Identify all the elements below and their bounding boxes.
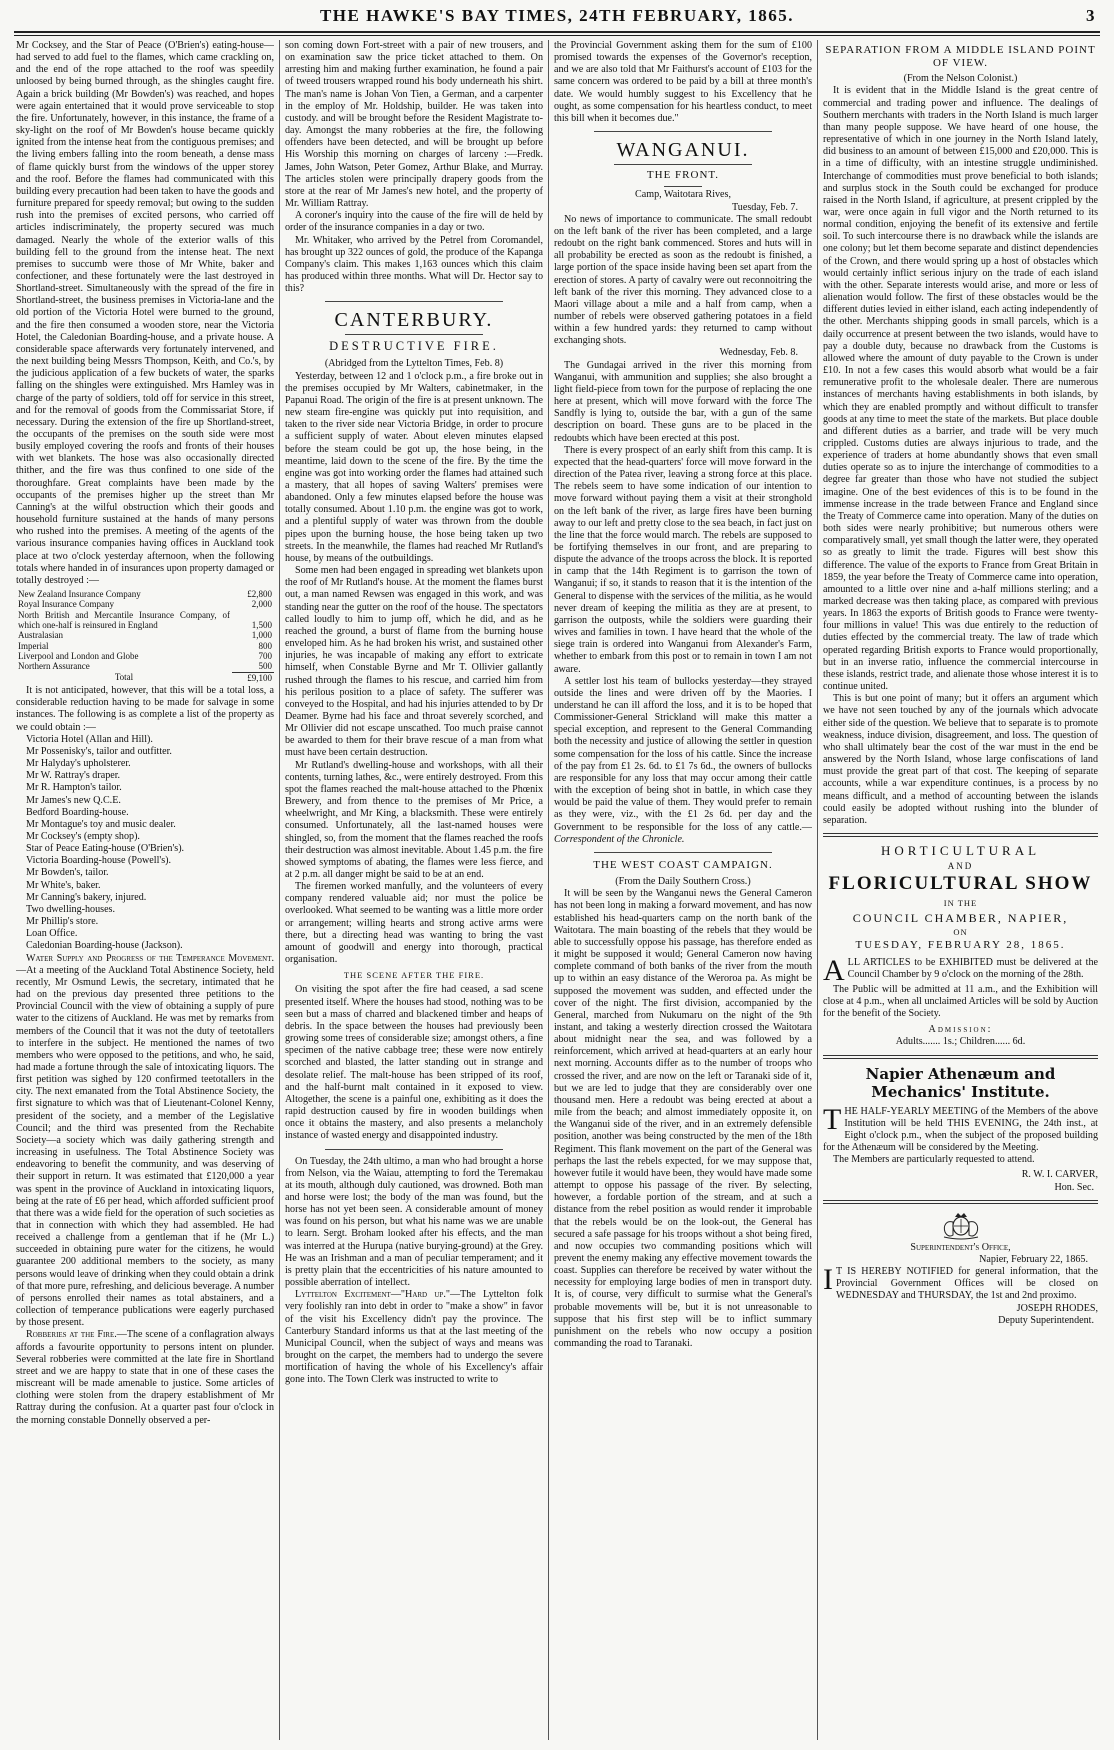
article-paragraph: It will be seen by the Wanganui news the General Cameron has not been long in making a forward movement, and has now established his head-quarters camp on the north bank of the Waitotara. The main boasting of the rebels that they would be able to successfully oppose his passage, has therefore ended as it might be supposed it would; General Cameron now having complete command of both banks of the river from the mouth up to within an easy distance of the Weroroa pa. As might be supposed the movement was sudden, and effected under the cover of the night. The first division, accompanied by the General, marched from Nukumaru on the night of the 9th instant, and taking a westerly direction crossed the Waitotara about midnight near the sea, and was followed by a reinforcement, which arrived at head-quarters at an early hour next morning. Accounts differ as to the number of troops who crossed the river, and are now on the left or Taranaki side of it, but we are led to judge that they are considerably over one thousand men. Here a redoubt was being erected at about a mile from the beach; and almost immediately opposite it, on the Wanganui side of the river, and in an extremely defensible position, another was being constructed by the men of the 18th Regiment. This flank movement on the part of the General was perhaps the last the rebels expected, for we may suppose that, however futile it would have been, they would have made some attempt to oppose his passage of the river. By selecting, however, a fordable portion of the stream, and at such a distance from the rebel position as would render it improbable that the rebels would be on the look-out, the General has secured a safe passage for his troops without a shot being fired, and now occupies two commanding positions which will prevent the enemy making any effective movement towards the coast. Supplies can therefore be received by water without the necessity for employing large bodies of men in transport duty. It is, of course, very difficult to surmise what the General's probable movements will be, but it is not unreasonable to suppose that his first step will be to inflict summary punishment on the rebels who now occupy a position commanding the road to Taranaki. — [554, 888, 812, 1350]
advert-date: TUESDAY, FEBRUARY 28, 1865. — [855, 939, 1066, 952]
advert-body: ALL ARTICLES to be EXHIBITED must be delivered at the Council Chamber by 9 o'clock on the morning of the 28th. — [823, 953, 1098, 987]
advert-venue: COUNCIL CHAMBER, NAPIER, — [852, 910, 1069, 925]
list-item: Loan Office. — [26, 928, 78, 940]
drop-cap: T — [823, 1102, 842, 1136]
divider — [345, 334, 483, 335]
list-item: Mr R. Hampton's tailor. — [26, 782, 122, 794]
property-list — [16, 734, 274, 953]
advert-date: Napier, February 22, 1865. — [979, 1253, 1088, 1265]
article-paragraph: It is not anticipated, however, that this will be a total loss, a considerable reduction having to be made for salvage in some instances. The following is as complete a list of the property as we could obtain :— — [16, 685, 274, 733]
divider — [614, 164, 752, 165]
column-1 — [16, 40, 274, 1740]
divider — [594, 131, 772, 132]
article-source: (From the Daily Southern Cross.) — [615, 876, 751, 888]
page-header-title: THE HAWKE'S BAY TIMES, 24TH FEBRUARY, 1865. — [319, 6, 795, 25]
article-heading: THE WEST COAST CAMPAIGN. — [593, 858, 773, 871]
table-row: Northern Assurance 500 — [18, 661, 272, 672]
column-2 — [285, 40, 543, 1740]
list-item: Mr Halyday's upholsterer. — [26, 758, 131, 770]
article-heading: SEPARATION FROM A MIDDLE ISLAND POINT OF VIEW. — [825, 44, 1096, 69]
admission-prices: Adults....... 1s.; Children...... 6d. — [895, 1036, 1026, 1048]
list-item: Star of Peace Eating-house (O'Brien's). — [26, 843, 185, 855]
article-paragraph: The firemen worked manfully, and the volunteers of every company rendered valuable aid; nor must the police be overlooked. What seemed to be wanting was a little more order or arrangement; willing hearts and strong active arms were there, but a directing head was wanting to bring the vast amount of goodwill and energy into thorough, practical organisation. — [285, 881, 543, 966]
drop-cap: A — [823, 953, 845, 987]
column-divider — [817, 40, 818, 1740]
advert-title: FLORICULTURAL SHOW — [828, 873, 1093, 895]
table-total-row: Total £9,100 — [114, 672, 272, 683]
advert-body: The Members are particularly requested to attend. — [833, 1154, 1035, 1166]
article-paragraph: Mr. Whitaker, who arrived by the Petrel from Coromandel, has brought up 322 ounces of gold, the produce of the Kapanga Company's claim. This makes 1,163 ounces which this claim has produced within three months. What will Dr. Hector say to this? — [285, 234, 543, 295]
column-divider — [548, 40, 549, 1740]
divider — [325, 1149, 503, 1150]
table-row: Royal Insurance Company 2,000 — [18, 599, 272, 610]
page-number: 3 — [1086, 6, 1096, 25]
list-item: Mr Possenisky's, tailor and outfitter. — [26, 745, 172, 757]
table-row: Imperial 800 — [18, 640, 272, 651]
list-item: Mr James's new Q.C.E. — [26, 794, 121, 806]
list-item: Mr W. Rattray's draper. — [26, 770, 121, 782]
article-paragraph: There is every prospect of an early shift from this camp. It is expected that the head-quarters' force will move forward in the direction of the Patea river, leaving a strong force at this place. The rebels seem to have some indication of our intention to move forward without paying them a visit at their stronghold on the left bank of the river, as large fires have been burning away to our left and pretty close to the sea beach, in fact just on the line that the force would march. The rebels are supposed to be fortifying themselves in our front, and are preparing to dispute the advance of the troops across the block. It is reported in camp that the 14th Regiment is to garrison the town of Wanganui; if so, it stands to reason that it is the intention of the General to dispense with the services of the militia, as he would never dream of keeping the militia as they are at present, to garrison the outposts, while the soldiers were guarding their wives and families in town. I have heard that the whole of the siege train is ordered into Wanganui from Alexander's Farm, whether to embark from this post or to remain in town I am not aware. — [554, 444, 812, 675]
advertisement-notice — [823, 1210, 1098, 1327]
article-paragraph: Mr Rutland's dwelling-house and workshops, with all their contents, turning lathes, &c., were entirely destroyed. From this spot the flames reached the malt-house attached to the Phœnix Brewery, and from thence to the premises of Mr Price, a wheelwright, and Mr King, a blacksmith. These were entirely consumed. Unfortunately, all the last-named houses were shingled, so, from the moment that the flames reached the roofs their destruction was almost inevitable. About 1.45 p.m. the fire showed symptoms of abating, the flames were less fierce, and at 2 p.m. all danger might be said to be at an end. — [285, 759, 543, 880]
column-4 — [823, 40, 1098, 1740]
column-3 — [554, 40, 812, 1740]
article-paragraph: the Provincial Government asking them for the sum of £100 promised towards the expenses of the Governor's reception, and we are also told that Mr Faithurst's account of £103 for the same concern was ordered to be paid by a bill at three month's date. We would humbly suggest to his Excellency that he ought, as some compensation for his heartless conduct, to meet this bill when it becomes due." — [554, 40, 812, 124]
advert-text: ON — [953, 927, 968, 938]
list-item: Caledonian Boarding-house (Jackson). — [26, 940, 183, 952]
paragraph-lead: Robberies at the Fire. — [26, 1329, 117, 1341]
article-paragraph: Mr Cocksey, and the Star of Peace (O'Brien's) eating-house—had served to add fuel to the flames, which came crackling on, and the end of the rope attached to the roof was speedily unloosed by being burned through, as the shingles caught fire. Again a brick building (Mr Bowden's) was reached, and hopes were again entertained that it would prove serviceable to stop the fire. Unfortunately, however, in this instance, the frame of a sky-light on the roof of Mr Bowden's house became quickly ignited from the intense heat from the contiguous premises; and the living embers falling into the room beneath, a dense mass of flame quickly burst from the windows of the upper storey and the roof. Before the flames had communicated with this building every precaution had been taken to have the goods and furniture prepared for speedy removal; but owing to the sudden rush into the premises of excited persons, who carried off articles indiscriminately, the property secured was much damaged. Nearly the whole of the exterior walls of this building fell to the ground from the intense heat. The next premises to succumb were those of Mr White, baker and confectioner, and these fortunately were the last destroyed in Shortland-street. Simultaneously with the spread of the fire in Shortland-street, the business premises in Victoria-lane and the old portion of the Victoria Hotel were burned to the ground, and the fire then consumed a wooden store, near the Victoria Hotel, the Caledonian Boarding-house, and a private house. A considerable space afterwards very fortunately intervened, and the next building being Messrs Thompson, Keith, and Co.'s, by the judicious application of a few buckets of water, the sparks falling on the shingles were extinguished. Mrs Hamley was in charge of the party of soldiers, told off for service in this street, and for the removal of goods from the Commissariat Store, if necessary. During the extension of the fire up Shortland-street, the occupants of the premises on the south side were most busily employed covering the roofs and fronts of their houses with wet blankets. The hose was also occasionally directed thither, and the fire was thus confined to one side of the thoroughfare. Great complaints have been made by the occupants of the premises higher up the street than Mr Canning's at the wilful obstruction which their goods and household furniture sustained at the hands of many persons who rushed into the premises. A meeting of the agents of the various insurance companies having offices in Auckland took place at two o'clock yesterday afternoon, when the following totals where handed in of insurances upon property damaged or totally destroyed :— — [16, 40, 274, 586]
dateline: Wednesday, Feb. 8. — [719, 347, 798, 359]
article-paragraph: son coming down Fort-street with a pair of new trousers, and on examination saw the price ticket attached to them. On arresting him and making further examination, he found a pair of tweed trousers wrapped round his body underneath his shirt. The man's name is Johan Von Tien, a German, and a carpenter in the employ of Mr. Holdship, builder. He was taken into custody. and will be brought before the Resident Magistrate to-day. Amongst the many robberies at the fire, the following offenders have been detected, and will be brought up before His Worship this morning on charges of larceny :—Fredk. James, John Watson, Peter Gomez, Arthur Blake, and Murray. The articles stolen were principally drapery goods from the store at the rear of Mr James's new hotel, and the property of Mr. William Rattray. — [285, 40, 543, 210]
list-item: Mr Bowden's, tailor. — [26, 867, 109, 879]
article-paragraph: On visiting the spot after the fire had ceased, a sad scene presented itself. Where the houses had stood, nothing was to be seen but a mass of charred and blackened timber and heaps of debris. In the space between the houses had previously been growing some trees of considerable size; amongst others, a fine specimen of the native cabbage tree; these were now entirely scorched and blasted, the latter standing out in strange and desolate relief. The malt-house has been stripped of its roof, and the half-burnt malt contained in it exposed to view. Altogether, the scene is a painful one, exhibiting as it does the rapid destruction caused by fire in wooden buildings when once it obtains the mastery, and also presents a melancholy instance of wasted energy and disappointed industry. — [285, 984, 543, 1142]
divider — [664, 186, 702, 187]
article-paragraph: A coroner's inquiry into the cause of the fire will de held by order of the insurance companies in a day or two. — [285, 210, 543, 234]
royal-crest-icon — [938, 1210, 984, 1240]
column-divider — [279, 40, 280, 1740]
advert-body: The Public will be admitted at 11 a.m., and the Exhibition will close at 4 p.m., when all unclaimed Articles will be sold by Auction for the benefit of the Society. — [823, 983, 1098, 1020]
advert-text: AND — [947, 860, 974, 871]
article-paragraph: Yesterday, between 12 and 1 o'clock p.m., a fire broke out in the premises occupied by Mr Walters, cabinetmaker, in the Papanui Road. The origin of the fire is at present unknown. The new steam fire-engine was quickly put into requisition, and taken to the river side near Victoria Bridge, in order to procure a sufficient supply of water. About eleven minutes elapsed before the steam could be got up, the hose being, in the meantime, laid down to the scene of the fire. By the time the engine was got into working order the flames had attained such a mastery, that all hopes of saving Walters' premises were abandoned. Only a few minutes elapsed before the house was totally consumed. About 1.10 p.m. the engine was got to work, and a plentiful supply of water was thrown from the double pipes upon the burning house, the hose being taken up two streets. In the meanwhile, the flames had reached Mr Rutland's house, by means of the outbuildings. — [285, 370, 543, 564]
subheading: THE SCENE AFTER THE FIRE. — [343, 970, 485, 981]
list-item: Mr Phillip's store. — [26, 916, 99, 928]
article-paragraph: On Tuesday, the 24th ultimo, a man who had brought a horse from Nelson, via the Waiau, attempting to ford the Teremakau at its mouth, although duly cautioned, was drowned. Both man and horse were lost; the body of the man was found, but the horse has not yet been seen. A considerable amount of money was found on his person, but what his name was we are unable to learn. Sergt. Broham looked after his effects, and the man was interred at the Hurupa (native burying-ground) at the Grey. He was an Irishman and a man of peculiar temperament; and it is pretty plain that the eccentricities of his nature amounted to possible aberration of intellect. — [285, 1155, 543, 1289]
article-source: (From the Nelson Colonist.) — [903, 73, 1018, 85]
article-paragraph: Water Supply and Progress of the Temperance Movement.—At a meeting of the Auckland Total Abstinence Society, held recently, Mr Osmund Lewis, the secretary, intimated that he had on the previous day presented three petitions to the Provincial Council with the view of obtaining a supply of pure water to the citizens of Auckland. He was met by remarks from members of the Council that it was not the duty of teetotallers to interfere in the subject. He mentioned the names of two members who were opposed to the petitions, and who, he said, had made a fortune through the sale of intoxicating liquors. The first petition was sighed by 120 confirmed teetotallers in the city. The next emanated from the Total Abstinence Society, the first signature to which was that of Lieutenant-Colonel Kenny, president of the society, and a member of the Legislative Council; and the third was presented from the Rechabite Society—a society which was daily gathering strength and increasing in usefulness. The Total Abstinence Society was endeavoring to benefit the community, and was deserving of their support in return. It was estimated that £120,000 a year was spent in the province of Auckland in intoxicating liquors, being at the rate of £6 per head, which afforded sufficient proof that there was a wide field for the operation of such societies as that in connection with which they had assembled. He had received a challenge from a gentleman that if he (Mr L.) succeeded in obtaining pure water for the citizens, he would guarantee 200 additional members to the society, as many persons would leave of drinking when they could obtain a drink of that more pure, refreshing, and delicious beverage. A number of persons enrolled their names as total abstainers, and a collection of temperance publications were eagerly purchased by those present. — [16, 952, 274, 1329]
list-item: Victoria Boarding-house (Powell's). — [26, 855, 172, 867]
article-source: (Abridged from the Lyttelton Times, Feb. 8) — [324, 358, 504, 370]
dateline: Camp, Waitotara Rives, — [635, 189, 731, 201]
list-item: Two dwelling-houses. — [26, 903, 116, 915]
paragraph-lead: Lyttelton Excitement—"Hard up." — [295, 1289, 450, 1301]
list-item: Victoria Hotel (Allan and Hill). — [26, 733, 153, 745]
insurance-table — [16, 589, 274, 683]
advert-body: THE HALF-YEARLY MEETING of the Members of the above Institution will be held THIS EVENING, the 24th inst., at Eight o'clock p.m., when the subject of the proposed building for the Athenæum will be considered by the Meeting. — [823, 1102, 1098, 1154]
article-paragraph: The Gundagai arrived in the river this morning from Wanganui, with ammunition and supplies; she also brought a light field-piece from town for the purpose of replacing the one here at present, which will move forward with the force The Sandfly is lying to, outside the bar, with a gun of the same description on board. These guns are to be placed in the redoubts which have been erected at this post. — [554, 359, 812, 444]
divider — [594, 852, 772, 853]
table-row: Australasian 1,000 — [18, 630, 272, 641]
list-item: Bedford Boarding-house. — [26, 806, 129, 818]
article-paragraph: No news of importance to communicate. The small redoubt on the left bank of the river has been completed, and a large redoubt on the right bank commenced. Stores and huts will in all probability be erected as soon as the redoubt is finished, a large portion of the space inside having been set apart from the erection of stores. A party of cavalry were out reconnoitring the left bank of the river this morning. They advanced close to a Maori village about a mile and a half from camp, when a number of rebels were observed gathering potatoes in a field within a few hundred yards: they returned to camp without exchanging shots. — [554, 213, 812, 347]
list-item: Mr White's, baker. — [26, 879, 101, 891]
advert-rule — [823, 1200, 1098, 1204]
advertisement-horticultural-show — [823, 843, 1098, 1049]
article-paragraph: A settler lost his team of bullocks yesterday—they strayed outside the lines and were driven off by the Maories. I understand he can ill afford the loss, and it is to be hoped that Commissioner-General Strickland will make this matter a special exception, and represent to the General Commanding both the necessity and justice of allowing the settler in question some compensation for the loss of his cattle. Since the increase of the pay from £1 2s. 6d. to £1 7s 6d., the owners of bullocks are responsible for any loss that may occur among their cattle with the exception of being shot in battle, in which case they would be paid the value of them. They would prefer to remain as they were, viz., with the £1 2s 6d. per day and the Government to be responsible for the loss of any cattle.—Correspondent of the Chronicle. — [554, 675, 812, 845]
advert-body: I T IS HEREBY NOTIFIED for general information, that the Provincial Government Offices will be closed on WEDNESDAY and THURSDAY, the 1st and 2nd proximo. — [823, 1263, 1098, 1302]
section-heading-canterbury: CANTERBURY. — [334, 309, 494, 332]
advert-signer-title: Hon. Sec. — [1054, 1181, 1094, 1193]
table-row: New Zealand Insurance Company £2,800 — [18, 589, 272, 600]
drop-cap: I — [823, 1263, 833, 1297]
table-row: Liverpool and London and Globe 700 — [18, 651, 272, 662]
article-paragraph: This is but one point of many; but it offers an argument which we have not seen touched by any of the journals which advocate either side of the question. We believe that to separate is to promote weakness, induce division, disagreement, and loss. The question of who shall ultimately bear the cost of the war must in the end be answered by the North Island, whose large confiscations of land must provide the great part of that cost. The keeping of separate accounts, while a war expenditure continues, is a process by no means difficult, and a method of accounting between the islands could easily be adopted without rushing into the blunder of separation. — [823, 693, 1098, 826]
advert-signer-title: Deputy Superintendent. — [998, 1314, 1094, 1326]
advert-text: IN THE — [943, 898, 978, 909]
list-item: Mr Cocksey's (empty shop). — [26, 831, 140, 842]
article-credit: Correspondent of the Chronicle. — [554, 833, 685, 845]
divider — [325, 301, 503, 302]
advert-rule — [823, 833, 1098, 837]
header-rule — [14, 31, 1100, 36]
advertisement-athenaeum — [823, 1065, 1098, 1194]
admission-label: Admission: — [928, 1024, 993, 1036]
advert-signer: JOSEPH RHODES, — [1016, 1302, 1098, 1314]
advert-office: Superintendent's Office, — [910, 1241, 1011, 1253]
article-paragraph: Robberies at the Fire.—The scene of a conflagration always affords a favourite opportunity to persons intent on plunder. Several robberies were committed at the late fire in Shortland street and we are happy to state that in one of these cases the miscreant will be made amenable to justice. Some articles of clothing were stolen from the drapery establishment of Mr Rattray during the confusion. At a quarter past four o'clock in the morning constable Donnelly observed a per- — [16, 1329, 274, 1426]
paragraph-lead: Water Supply and Progress of the Temperance Movement. — [26, 952, 274, 964]
article-heading: DESTRUCTIVE FIRE. — [329, 339, 499, 354]
table-row: North British and Mercantile Insurance Company, of which one-half is reinsured in England 1,500 — [18, 609, 272, 631]
advert-rule — [823, 1055, 1098, 1059]
section-heading-wanganui: WANGANUI. — [616, 139, 750, 162]
advert-title: Napier Athenæum and Mechanics' Institute. — [865, 1064, 1056, 1101]
article-paragraph: Lyttelton Excitement—"Hard up."—The Lyttelton folk very foolishly ran into debt in order to "make a show" in favor of the visit his Excellency didn't pay the province. The Canterbury Standard informs us that at the last meeting of the Municipal Council, when the subject of ways and means was brought on the carpet, the members had to undergo the severe mortification of having the whole of his Excellency's affair gone into. The Town Clerk was instructed to write to — [285, 1289, 543, 1386]
dateline: Tuesday, Feb. 7. — [732, 201, 798, 213]
masthead — [14, 6, 1100, 28]
article-heading: THE FRONT. — [646, 169, 720, 182]
advert-title: HORTICULTURAL — [880, 842, 1041, 858]
article-paragraph: Some men had been engaged in spreading wet blankets upon the roof of Mr Rutland's house. At the moment the flames burst out, a man named Rewsen was engaged in this work, and was standing near the gutter on the roof of the house. The spectators called loudly to him to jump off, which he did, and as he reached the ground, a burst of flame from the burning house enveloped him. As he had broken his wrist, and sustained other injuries, he was incapable of making any effort to extricate himself, when Constable Byrne and Mr T. Ollivier gallantly rushed through the flames to his rescue, and carried him from his perilous position to a place of safety. The sufferer was conveyed to the Hospital, and had his injuries attended to by Dr Deamer. Byrne had his face and throat severely scorched, and Mr Ollivier did not escape unscathed. Too much praise cannot be awarded to them for their brave rescue of a man from what must have been certain destruction. — [285, 565, 543, 759]
list-item: Mr Canning's bakery, injured. — [26, 891, 147, 903]
article-paragraph: It is evident that in the Middle Island is the great centre of commercial and trading power and influence. The dealings of Southern merchants with traders in the North Island is much larger than many people suppose. We have heard of one house, the representative of which in one journey in the North Island lately, did business to an amount of between £15,000 and £20,000. This is in a time of difficulty, with an intestine struggle undiminished. Interchange of commodities must prove beneficial to both islands; and surplus stock in the South could be exchanged for produce raised in the North Island, if agriculture, at present crippled by the war, were once again in full vigor and the North returned to its normal condition, enjoying the benefit of its extensive and fertile soil. To such intercourse there is no drawback while the islands are one colony; but let them become separate and distinct dependencies of the Crown, and there would spring up a host of obstacles which would certainly inflict serious injury on the trade of each island with the other. Separate interests would arise, and more or less of alienation would follow. The first of these obstacles would be the different duties levied in either island, each acting independently of the other. Merchants shipping goods in small parcels, which is a daily occurrence at present between the two islands, would have to pay a double duty, because no drawback from the Customs is allowed where the amount of duty payable to the Crown is under £10. In not a few cases this would absorb what would be a fair remunerative profit to the wholesale dealer. There are numerous instances of merchants having establishments in both islands, by which they are enabled promptly and without difficult to transfer goods at any time to meet the state of the markets. But place double and different duties as a barrier, and trade will be very much crippled. Customs duties are always injurious to trade, and the experience of traders at home abundantly shows that even small duties operate so as to injure the interchange of commodities to a degree far greater than those who have not studied the subject imagine. One of the best evidences of this is to be found in the immense increase in the trade between France and England since the Treaty of Commerce came into operation. Many of the duties on both sides were nearly prohibitive; but numerous others were comparatively small, yet small though the latter were, they operated so as greatly to limit the trade. Figures will best show this difference. The value of the exports to France from Great Britain in 1859, the year before the Treaty of Commerce came into operation, amounted to a little over nine and a-half millions sterling; and a marked decrease was then taking place, as compared with previous years. In 1863 the exports of British goods to France were twenty-four millions in value! This was due entirely to the reduction of duties effected by the commercial treaty. The law of trade which operated regarding British exports to France would proportionally, but in an inverse ratio, influence the commercial intercourse in these islands, restrict trade, and alienate those whose interest it is to continue united. — [823, 85, 1098, 693]
list-item: Mr Montague's toy and music dealer. — [26, 818, 176, 830]
advert-signer: R. W. I. CARVER, — [1021, 1169, 1098, 1181]
